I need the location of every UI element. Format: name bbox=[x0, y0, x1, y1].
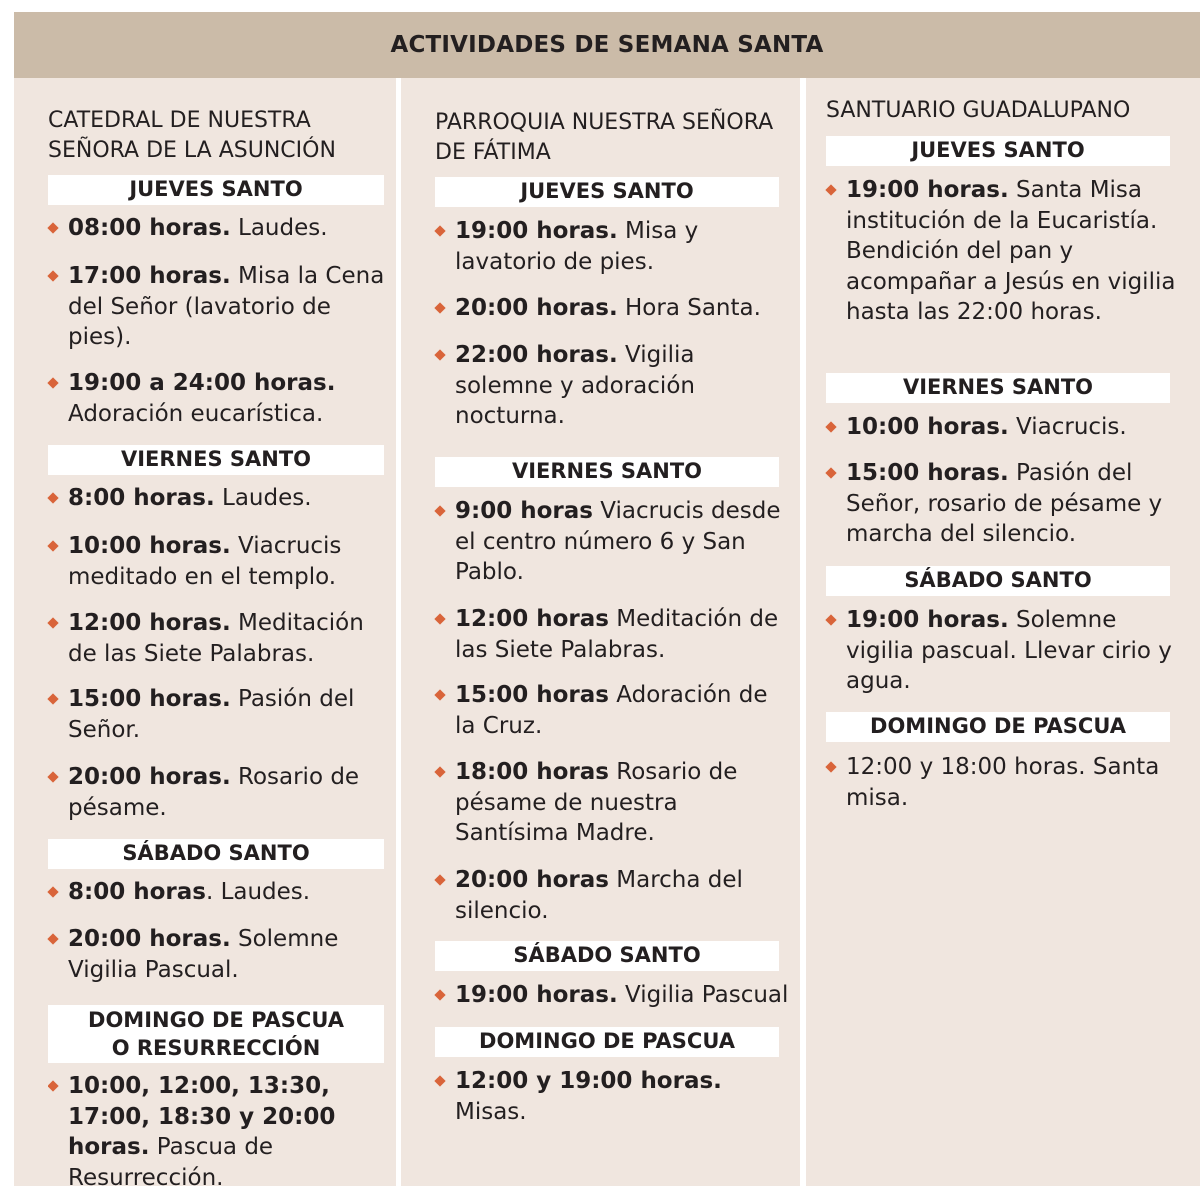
diamond-bullet-icon bbox=[435, 506, 445, 516]
diamond-bullet-icon bbox=[48, 887, 58, 897]
diamond-bullet-icon bbox=[48, 694, 58, 704]
entry-text: Viacrucis. bbox=[1008, 414, 1127, 440]
entry-time: 15:00 horas. bbox=[68, 686, 231, 712]
schedule-entry bbox=[826, 605, 1178, 697]
entry-time: 19:00 horas. bbox=[455, 218, 618, 244]
entry-time: 8:00 horas bbox=[68, 879, 206, 905]
schedule-entry bbox=[48, 924, 388, 985]
entry-time: 9:00 horas bbox=[455, 498, 593, 524]
day-header-domingo: DOMINGO DE PASCUA bbox=[435, 1027, 779, 1057]
venue-title bbox=[48, 106, 336, 166]
venue-line: SANTUARIO GUADALUPANO bbox=[826, 98, 1131, 123]
schedule-entry bbox=[435, 496, 785, 588]
entry-time: 08:00 horas. bbox=[68, 215, 231, 241]
schedule-entry bbox=[48, 531, 388, 592]
day-header-viernes: VIERNES SANTO bbox=[48, 445, 384, 475]
entry-time: 12:00 horas bbox=[455, 606, 609, 632]
day-header-sabado: SÁBADO SANTO bbox=[826, 566, 1170, 596]
entry-time: 19:00 horas. bbox=[455, 982, 618, 1008]
entry-time: 19:00 horas. bbox=[846, 607, 1009, 633]
schedule-entry bbox=[826, 175, 1176, 328]
venue-title bbox=[435, 108, 773, 168]
venue-line: DE FÁTIMA bbox=[435, 140, 551, 165]
entry-text: Adoración eucarística. bbox=[68, 400, 324, 427]
diamond-bullet-icon bbox=[435, 767, 445, 777]
entry-text: Viacrucis desde el centro número 6 y San Pablo. bbox=[455, 498, 781, 585]
diamond-bullet-icon bbox=[48, 618, 58, 628]
entry-text: Marcha del silencio. bbox=[455, 867, 743, 924]
diamond-bullet-icon bbox=[435, 1076, 445, 1086]
column-catedral bbox=[14, 78, 396, 1186]
entry-time: 15:00 horas. bbox=[846, 460, 1009, 486]
entry-time: 20:00 horas. bbox=[455, 295, 618, 321]
entry-text: Hora Santa. bbox=[617, 295, 761, 321]
entry-time: 20:00 horas bbox=[455, 867, 609, 893]
entry-text: Viacrucis meditado en el templo. bbox=[68, 533, 342, 590]
entry-time: 19:00 a 24:00 horas. bbox=[68, 370, 336, 396]
diamond-bullet-icon bbox=[826, 615, 836, 625]
entry-time: 17:00 horas. bbox=[68, 263, 231, 289]
entry-text: Laudes. bbox=[230, 215, 328, 241]
entry-time: 20:00 horas. bbox=[68, 926, 231, 952]
schedule-entry bbox=[48, 483, 388, 514]
entry-text: Solemne vigilia pascual. Llevar cirio y agua. bbox=[846, 607, 1172, 694]
day-header-line: DOMINGO DE PASCUA bbox=[88, 1008, 344, 1032]
day-header-jueves: JUEVES SANTO bbox=[826, 136, 1170, 166]
entry-time: 22:00 horas. bbox=[455, 342, 618, 368]
day-header-jueves: JUEVES SANTO bbox=[435, 177, 779, 207]
day-header-sabado: SÁBADO SANTO bbox=[435, 941, 779, 971]
entry-time: 19:00 horas. bbox=[846, 177, 1009, 203]
venue-title bbox=[826, 96, 1130, 126]
schedule-entry bbox=[826, 458, 1178, 550]
venue-line: CATEDRAL DE NUESTRA bbox=[48, 108, 311, 133]
column-santuario bbox=[806, 78, 1200, 1186]
entry-text: Solemne Vigilia Pascual. bbox=[68, 926, 339, 983]
entry-text: Pascua de Resurrección. bbox=[68, 1134, 274, 1186]
entry-text: Misa la Cena del Señor (lavatorio de pies). bbox=[68, 263, 385, 350]
diamond-bullet-icon bbox=[48, 378, 58, 388]
entry-text: Misas. bbox=[455, 1098, 527, 1125]
day-header-domingo: DOMINGO DE PASCUA bbox=[826, 712, 1170, 742]
entry-time: 10:00, 12:00, 13:30, 17:00, 18:30 y 20:00 horas. bbox=[68, 1073, 336, 1160]
entry-text: Pasión del Señor. bbox=[68, 686, 355, 743]
column-parroquia bbox=[401, 78, 800, 1186]
entry-time: 18:00 horas bbox=[455, 759, 609, 785]
day-header-viernes: VIERNES SANTO bbox=[435, 457, 779, 487]
schedule-entry bbox=[48, 684, 388, 745]
schedule-entry bbox=[48, 1071, 394, 1186]
diamond-bullet-icon bbox=[48, 1081, 58, 1091]
diamond-bullet-icon bbox=[435, 690, 445, 700]
schedule-entry bbox=[48, 608, 392, 669]
entry-time: 20:00 horas. bbox=[68, 764, 231, 790]
day-header-viernes: VIERNES SANTO bbox=[826, 373, 1170, 403]
entry-text: Rosario de pésame de nuestra Santísima Madre. bbox=[455, 759, 738, 846]
diamond-bullet-icon bbox=[826, 468, 836, 478]
entry-text: Rosario de pésame. bbox=[68, 764, 360, 821]
schedule-entry bbox=[435, 865, 775, 926]
diamond-bullet-icon bbox=[826, 422, 836, 432]
entry-text: . Laudes. bbox=[205, 879, 311, 905]
entry-text: Vigilia solemne y adoración nocturna. bbox=[455, 342, 695, 429]
diamond-bullet-icon bbox=[435, 350, 445, 360]
diamond-bullet-icon bbox=[48, 772, 58, 782]
entry-text: Meditación de las Siete Palabras. bbox=[455, 606, 779, 663]
diamond-bullet-icon bbox=[826, 762, 836, 772]
entry-text: Pasión del Señor, rosario de pésame y marcha del silencio. bbox=[846, 460, 1163, 547]
schedule-entry bbox=[48, 368, 388, 429]
day-header-sabado: SÁBADO SANTO bbox=[48, 839, 384, 869]
venue-line: PARROQUIA NUESTRA SEÑORA bbox=[435, 110, 774, 135]
diamond-bullet-icon bbox=[435, 303, 445, 313]
entry-time: 12:00 y 19:00 horas. bbox=[455, 1068, 722, 1094]
diamond-bullet-icon bbox=[48, 271, 58, 281]
entry-time: 10:00 horas. bbox=[846, 414, 1009, 440]
day-header-jueves: JUEVES SANTO bbox=[48, 175, 384, 205]
schedule-entry bbox=[435, 340, 735, 432]
schedule-entry bbox=[48, 213, 388, 244]
diamond-bullet-icon bbox=[826, 185, 836, 195]
schedule-entry bbox=[48, 877, 388, 908]
diamond-bullet-icon bbox=[435, 614, 445, 624]
schedule-entry bbox=[435, 293, 785, 324]
schedule-entry bbox=[435, 604, 785, 665]
diamond-bullet-icon bbox=[435, 875, 445, 885]
schedule-entry bbox=[435, 980, 795, 1011]
schedule-entry bbox=[48, 762, 388, 823]
day-header-domingo bbox=[48, 1005, 384, 1063]
schedule-entry bbox=[826, 412, 1176, 443]
diamond-bullet-icon bbox=[48, 223, 58, 233]
schedule-entry bbox=[826, 752, 1166, 813]
entry-time: 12:00 horas. bbox=[68, 610, 231, 636]
diamond-bullet-icon bbox=[48, 541, 58, 551]
entry-time: 10:00 horas. bbox=[68, 533, 231, 559]
entry-text: Santa Misa institución de la Eucaristía. Bendición del pan y acompañar a Jesús en vigilia hasta las 22:00 horas. bbox=[846, 177, 1176, 325]
schedule-entry bbox=[435, 680, 785, 741]
diamond-bullet-icon bbox=[435, 226, 445, 236]
schedule-entry bbox=[435, 1066, 795, 1127]
entry-text: 12:00 y 18:00 horas. Santa misa. bbox=[846, 754, 1160, 811]
entry-text: Laudes. bbox=[214, 485, 312, 511]
day-header-line: O RESURRECCIÓN bbox=[111, 1036, 321, 1060]
page-title: ACTIVIDADES DE SEMANA SANTA bbox=[14, 12, 1200, 78]
entry-text: Misa y lavatorio de pies. bbox=[455, 218, 699, 275]
schedule-entry bbox=[435, 757, 745, 849]
schedule-entry bbox=[435, 216, 775, 277]
entry-text: Meditación de las Siete Palabras. bbox=[68, 610, 364, 667]
schedule-entry bbox=[48, 261, 388, 353]
entry-text: Adoración de la Cruz. bbox=[455, 682, 768, 739]
venue-line: SEÑORA DE LA ASUNCIÓN bbox=[48, 138, 336, 163]
entry-text: Vigilia Pascual bbox=[617, 982, 789, 1008]
diamond-bullet-icon bbox=[48, 493, 58, 503]
entry-time: 8:00 horas. bbox=[68, 485, 215, 511]
diamond-bullet-icon bbox=[435, 990, 445, 1000]
entry-time: 15:00 horas bbox=[455, 682, 609, 708]
diamond-bullet-icon bbox=[48, 934, 58, 944]
